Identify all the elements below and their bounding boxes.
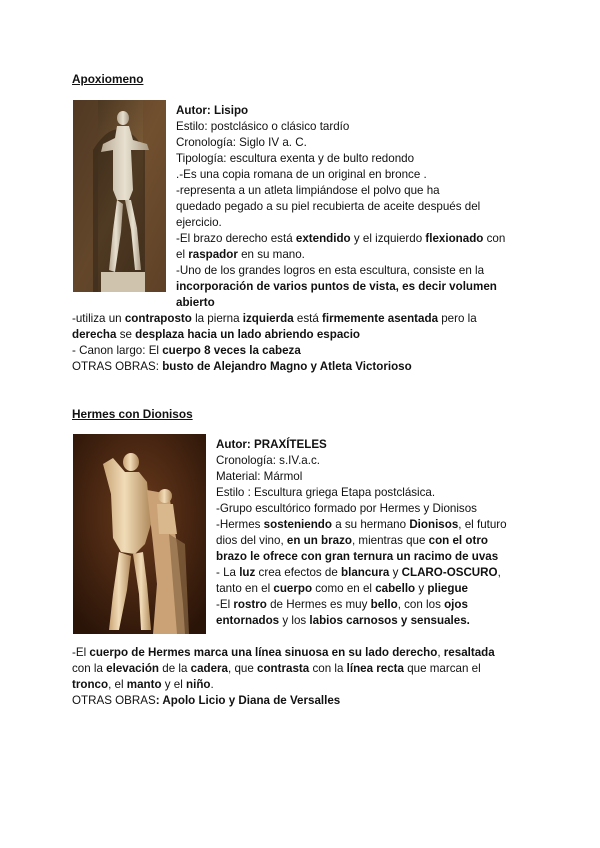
text-run: está [293, 312, 323, 325]
section-title-apoxiomeno: Apoxiomeno [72, 72, 144, 86]
text-line [176, 199, 480, 215]
text-line [216, 613, 470, 629]
bold-run: manto [126, 678, 162, 691]
apoxiomeno-statue-image [73, 100, 166, 292]
text-run: y [389, 566, 402, 579]
text-run: Cronología: Siglo IV a. C. [176, 136, 307, 149]
text-run: OTRAS OBRAS [72, 694, 156, 707]
bold-run: izquierda [242, 312, 294, 325]
text-run: -Uno de los grandes logros en esta escultura, consiste en la [176, 264, 485, 277]
text-line [176, 279, 497, 295]
text-run: con [483, 232, 506, 245]
text-line [176, 247, 305, 263]
bold-run: cuerpo 8 veces la cabeza [162, 344, 301, 357]
bold-run: derecha [72, 328, 117, 341]
bold-run: cabello [375, 582, 416, 595]
text-run: ejercicio. [176, 216, 222, 229]
bold-run: bello [370, 598, 398, 611]
text-run: y los [279, 614, 310, 627]
text-line [72, 677, 214, 693]
bold-run: brazo le ofrece con gran ternura un racimo de uvas [216, 550, 499, 563]
text-line [176, 103, 248, 119]
text-run: - La [216, 566, 240, 579]
text-run: y el izquierdo [350, 232, 426, 245]
text-run: el [176, 248, 189, 261]
text-line [72, 359, 412, 375]
bold-run: entornados [216, 614, 280, 627]
bold-run: busto de Alejandro Magno y Atleta Victorioso [162, 360, 412, 373]
bold-run: tronco [72, 678, 109, 691]
text-run: con la [72, 662, 107, 675]
text-line [216, 437, 327, 453]
bold-run: luz [239, 566, 256, 579]
bold-run: firmemente asentada [322, 312, 439, 325]
text-run: -Hermes [216, 518, 264, 531]
text-run: Tipología: escultura exenta y de bulto redondo [176, 152, 415, 165]
text-run: y el [161, 678, 187, 691]
text-run: crea efectos de [255, 566, 342, 579]
bold-run: sosteniendo [263, 518, 332, 531]
text-line [72, 661, 481, 677]
text-run: que marcan el [403, 662, 481, 675]
bold-run: blancura [341, 566, 390, 579]
text-line [72, 311, 477, 327]
text-run: , con los [397, 598, 445, 611]
text-run: , el futuro [458, 518, 507, 531]
text-run: la pierna [191, 312, 243, 325]
text-line [176, 263, 484, 279]
text-run: como en el [312, 582, 376, 595]
bold-run: resaltada [443, 646, 495, 659]
bold-run: raspador [188, 248, 238, 261]
text-run: -El [72, 646, 90, 659]
text-run: Estilo : Escultura griega Etapa postclásica. [216, 486, 436, 499]
text-run: dios del vino, [216, 534, 287, 547]
text-run: .-Es una copia romana de un original en bronce . [176, 168, 427, 181]
text-run: Material: Mármol [216, 470, 303, 483]
text-line [216, 533, 488, 549]
bold-run: Autor: PRAXÍTELES [216, 438, 327, 451]
text-line [176, 167, 427, 183]
text-run: , [437, 646, 444, 659]
text-line [216, 597, 468, 613]
text-line [176, 183, 440, 199]
text-run: se [116, 328, 136, 341]
section-title-hermes: Hermes con Dionisos [72, 407, 193, 421]
text-line [72, 327, 360, 343]
bold-run: contrasta [257, 662, 310, 675]
text-run: tanto en el [216, 582, 274, 595]
text-run: -utiliza un [72, 312, 125, 325]
text-line [216, 453, 320, 469]
bold-run: CLARO-OSCURO [401, 566, 498, 579]
text-run: de Hermes es muy [266, 598, 371, 611]
text-run: -Grupo escultórico formado por Hermes y Dionisos [216, 502, 477, 515]
text-run: de la [159, 662, 191, 675]
bold-run: en un brazo [286, 534, 352, 547]
text-line [176, 151, 414, 167]
text-line [176, 119, 349, 135]
text-line [216, 485, 435, 501]
text-run: -El brazo derecho está [176, 232, 296, 245]
text-run: , el [108, 678, 127, 691]
text-run: pero la [438, 312, 477, 325]
bold-run: ojos [444, 598, 468, 611]
bold-run: Dionisos [409, 518, 459, 531]
bold-run: elevación [106, 662, 160, 675]
text-run: a su hermano [331, 518, 410, 531]
text-run: - Canon largo: El [72, 344, 163, 357]
bold-run: incorporación de varios puntos de vista, es decir volumen [176, 280, 497, 293]
text-run: quedado pegado a su piel recubierta de aceite después del [176, 200, 481, 213]
bold-run: contraposto [124, 312, 192, 325]
text-line [176, 215, 222, 231]
text-run: . [210, 678, 214, 691]
bold-run: rostro [233, 598, 267, 611]
text-line [216, 469, 302, 485]
bold-run: cadera [190, 662, 229, 675]
text-line [216, 517, 507, 533]
bold-run: con el otro [428, 534, 488, 547]
text-run: Estilo: postclásico o clásico tardío [176, 120, 350, 133]
text-line [216, 501, 477, 517]
bold-run: pliegue [427, 582, 468, 595]
bold-run: cuerpo [273, 582, 313, 595]
text-line [216, 581, 468, 597]
bold-run: línea recta [346, 662, 404, 675]
bold-run: desplaza hacia un lado abriendo espacio [135, 328, 361, 341]
bold-run: cuerpo de Hermes marca una línea sinuosa en su lado derecho [89, 646, 438, 659]
text-line [216, 549, 498, 565]
bold-run: : Apolo Licio y Diana de Versalles [155, 694, 341, 707]
bold-run: Autor: [176, 104, 214, 117]
text-run: -El [216, 598, 234, 611]
text-run: con la [309, 662, 347, 675]
hermes-photo [73, 434, 206, 634]
apoxiomeno-photo [73, 100, 166, 292]
text-run: , mientras que [351, 534, 429, 547]
text-line [72, 343, 301, 359]
text-run: en su mano. [237, 248, 305, 261]
text-run: -representa a un atleta limpiándose el polvo que ha [176, 184, 440, 197]
hermes-statue-image [73, 434, 206, 634]
bold-run: niño [186, 678, 211, 691]
text-line [176, 295, 215, 311]
text-line [72, 645, 495, 661]
text-line [176, 135, 307, 151]
text-run: OTRAS OBRAS: [72, 360, 163, 373]
bold-run: extendido [295, 232, 351, 245]
text-run: y [415, 582, 428, 595]
bold-run: Lisipo [214, 104, 249, 117]
bold-run: flexionado [425, 232, 484, 245]
text-line [216, 565, 501, 581]
bold-run: labios carnosos y sensuales. [309, 614, 470, 627]
text-run: Cronología: s.IV.a.c. [216, 454, 320, 467]
bold-run: abierto [176, 296, 215, 309]
text-run: , que [228, 662, 258, 675]
text-line [72, 693, 340, 709]
text-line [176, 231, 505, 247]
text-run: , [497, 566, 501, 579]
